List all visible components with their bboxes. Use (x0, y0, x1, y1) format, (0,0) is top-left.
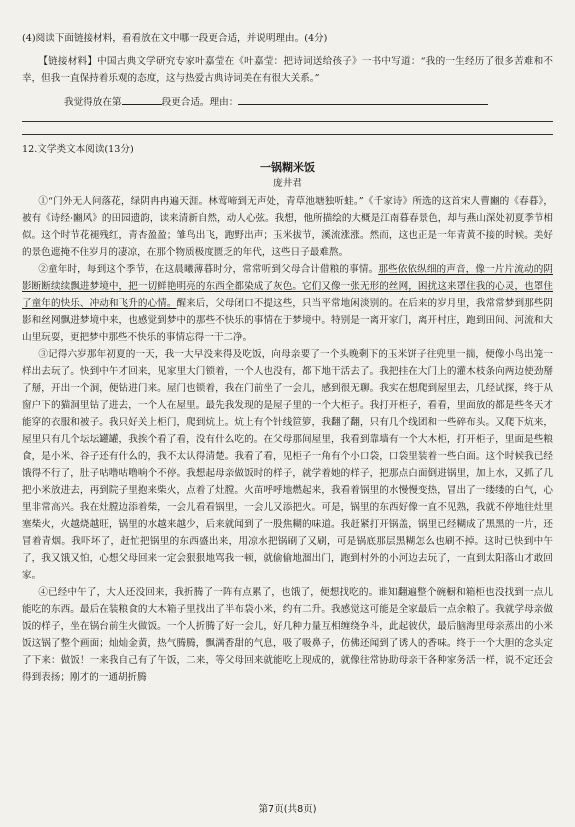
paragraph-3: ③记得六岁那年初夏的一天，我一大早没来得及吃饭，向母亲要了一个头晚剩下的玉米饼子往兜里一揣，便像小鸟出笼一样出去玩了。快到中午才回来，见家里大门锁着，一个人也没有，都下地干活去了。我把挂在大门上的灌木枝条向两边使劲掰了掰，开出一个洞，便钻进门来。屋门也锁着，我在门前坐了一会儿，感到很无聊。我实在想爬到屋里去，几经试探，终于从窗户下的猫洞里钻了进去，一个人在屋里。最先我发现的是屋子里的一个大柜子。我打开柜子，看看，里面放的都是些冬天才能穿的衣服和被子。我只好关上柜门，爬到炕上。炕上有个针线笸箩，我翻了翻，只有几个线团和一些碎布头。又爬下炕来，屋里只有几个坛坛罐罐，我挨个看了看，没有什么吃的。在父母那间屋里，我看到靠墙有一个大木柜，打开柜子，里面是些粮食，是小米、谷子还有什么的，我不太认得清楚。我看了看，见柜子一角有个小口袋，口袋里装着一些白面。这个时候我已经饿得不行了，肚子咕噜咕噜响个不停。我想起母亲做饭时的样子，就学着她的样子，把那点白面倒进锅里，加上水，又抓了几把小米放进去，再到院子里抱来柴火，点着了灶膛。火苗呼呼地燃起来，我看着锅里的水慢慢变热，冒出了一缕缕的白气，心里非常高兴。我在灶膛边添着柴，一会儿看看锅里，一会儿又添把火。可是，锅里的东西好像一直不见熟，我就不停地往灶里塞柴火，火越烧越旺，锅里的水越来越少，后来就闻到了一股焦糊的味道。我赶紧打开锅盖，锅里已经糊成了黑黑的一片，还冒着青烟。我吓坏了，赶忙把锅里的东西盛出来，用凉水把锅刷了又刷，可是锅底那层黑糊怎么也刷不掉。这时已快到中午了，我又饿又怕，心想父母回来一定会狠狠地骂我一顿，就偷偷地溜出门，跑到村外的小河边去玩了，一直到太阳落山才敢回家。 (22, 349, 553, 581)
answer-mid: 段更合适。理由： (161, 97, 239, 108)
page-footer: 第7页(共8页) (258, 804, 317, 815)
reason-blank[interactable] (238, 93, 488, 105)
paragraph-2-a: ②童年时，每到这个季节，在这晨曦薄暮时分，常常听到父母合计借粮的事情。 (38, 264, 379, 275)
paragraph-2-c: 醒来后，父母闭口不提这些，只当平常地闲淡别的。在后来的岁月里，我常常梦到那些阴影和丝网飘进梦境中来，也感觉到梦中的那些不快乐的事情在于梦境中。特别是一离开家门，离开村庄，跑到田间、河流和大山里玩耍，更把梦中那些不快乐的事情忘得一干二净。 (22, 298, 554, 343)
answer-rule-1[interactable] (22, 121, 553, 122)
question-4-prompt: (4)阅读下面链接材料，看看放在文中哪一段更合适，并说明理由。(4分) (22, 33, 328, 44)
paragraph-4: ④已经中午了，大人还没回来，我折腾了一阵有点累了，也饿了，便想找吃的。谁知翻遍整个碗橱和箱柜也没找到一点儿能吃的东西。最后在装粮食的大木箱子里找出了半布袋小米，约有二升。我感觉这可能是全家最后一点余粮了。我就学母亲做饭的样子，坐在锅台前生火做饭。一个人折腾了好一会儿，好几种力量互相缠绕争斗，此起彼伏，最后脑海里母亲蒸出的小米饭这锅了整个画面；灿灿金黄，热气腾腾，飘满香甜的气息，吸了吸鼻子，仿佛还闻到了诱人的香味。终于一个大胆的念头定了下来：做饭！一来我自己有了午饭，二来，等父母回来就能吃上现成的，就像往常协助母亲干各种家务活一样，说不定还会得到表扬；刚才的一通胡折腾 (22, 587, 553, 683)
answer-prefix: 我觉得放在第 (64, 97, 122, 108)
section-heading: 12.文学类文本阅读(13分) (22, 144, 134, 155)
link-material: 【链接材料】中国古典文学研究专家叶嘉莹在《叶嘉莹：把诗词送给孩子》一书中写道：“我的一生经历了很多苦难和不幸，但我一直保持着乐观的态度，这与热爱古典诗词美在有很大关系。” (22, 56, 553, 84)
article-author: 庞井君 (273, 178, 302, 189)
answer-line (22, 93, 553, 111)
paragraph-2 (22, 261, 553, 346)
paragraph-1: ①“门外无人问落花，绿阴冉冉遍天涯。林莺啼到无声处，青草池塘独听蛙。”《千家诗》所选的这首宋人曹豳的《春暮》，被有《诗经·豳风》的田园遗韵，读来清新自然，动人心弦。我想，他所描绘的大概是江南暮春景色，却与燕山深处初夏季节相似。这个时节花褪残红，青杏盈盈；雏鸟出飞，跑野出声；玉米拔节，溪流涨涨。然而，这也正是一年青黄不接的时候。美好的景色遮掩不住岁月的凄凉，在那个物质极度匮乏的年代，这些日子最难熬。 (22, 196, 553, 258)
answer-rule-2[interactable] (22, 134, 553, 135)
paragraph-blank[interactable] (122, 93, 162, 105)
article-title: 一锅糊米饭 (260, 161, 315, 174)
paragraph-2-underlined: 那些依依纵细的声音，像一片片流动的阴影断断续续飘进梦境中，把一切鲜艳明亮的东西全都染成了灰色。它们又像一张无形的丝网，困扰这来罩住我的心灵，也罩住了童年的快乐、冲动和飞升的心情。 (22, 264, 554, 309)
